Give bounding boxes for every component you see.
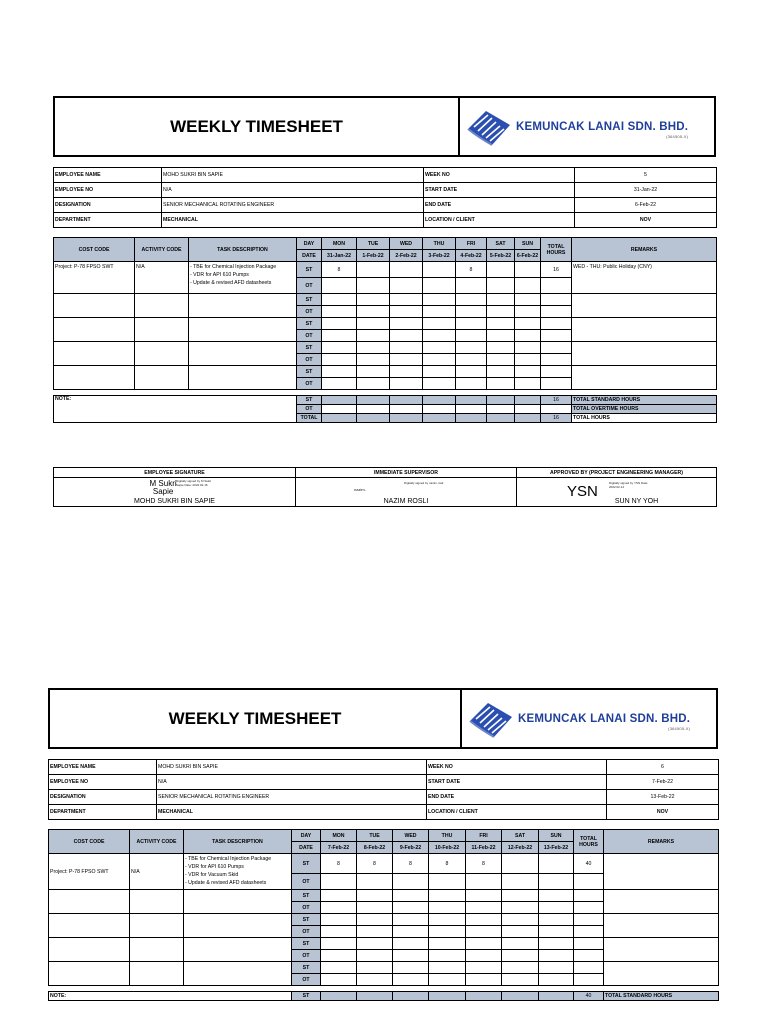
end-date-value: 6-Feb-22 (575, 198, 717, 213)
employee-signature-header: EMPLOYEE SIGNATURE (54, 468, 296, 478)
day-header: DAY (297, 238, 322, 250)
remarks-header: REMARKS (572, 238, 717, 262)
empty-cell (130, 890, 184, 914)
supervisor-signature-script: nazim. (354, 487, 366, 492)
total-ot-label: OT (297, 405, 322, 414)
empty-cell (604, 914, 719, 938)
supervisor-name: NAZIM ROSLI (383, 498, 429, 505)
day-tue: TUE (357, 830, 393, 842)
supervisor-digital-stamp: Digitally signed by nazim.rosli (404, 481, 444, 485)
st-sat (502, 854, 539, 874)
st-mon: 8 (321, 854, 357, 874)
task-line: - VDR for API 610 Pumps (190, 272, 249, 278)
total-st-value: 16 (541, 396, 572, 405)
cost-code-header: COST CODE (54, 238, 135, 262)
st-label: ST (292, 962, 321, 974)
date-sun: 13-Feb-22 (539, 842, 574, 854)
date-wed: 2-Feb-22 (390, 250, 423, 262)
department-label: DEPARTMENT (54, 213, 162, 228)
st-label: ST (297, 294, 322, 306)
empty-cell (130, 938, 184, 962)
cost-code-header: COST CODE (49, 830, 130, 854)
empty-cell (49, 890, 130, 914)
note-label: NOTE: (49, 992, 292, 1001)
st-sun (539, 854, 574, 874)
date-mon: 7-Feb-22 (321, 842, 357, 854)
employee-name-value: MOHD SUKRI BIN SAPIE (162, 168, 424, 183)
empty-cell (572, 342, 717, 366)
day-tue: TUE (357, 238, 390, 250)
start-date-label: START DATE (427, 775, 607, 790)
day-sun: SUN (539, 830, 574, 842)
week-no-value: 5 (575, 168, 717, 183)
employee-info-table (53, 167, 717, 228)
task-line: - Update & revised AFD datasheets (185, 880, 267, 886)
empty-cell (54, 366, 135, 390)
row-total: 40 (574, 854, 604, 874)
row-total: 16 (541, 262, 572, 278)
date-sat: 12-Feb-22 (502, 842, 539, 854)
company-logo (460, 690, 716, 747)
empty-cell (604, 890, 719, 914)
employee-no-label: EMPLOYEE NO (54, 183, 162, 198)
location-value: NOV (575, 213, 717, 228)
st-fri: 8 (456, 262, 487, 278)
approver-digital-stamp: Digitally signed by YSN Date: 2022.02.14 (609, 481, 649, 489)
employee-info-table (48, 759, 719, 820)
st-tue (357, 262, 390, 278)
designation-label: DESIGNATION (54, 198, 162, 213)
empty-cell (184, 890, 292, 914)
ot-cell (423, 278, 456, 294)
department-value: MECHANICAL (157, 805, 427, 820)
empty-cell (130, 914, 184, 938)
end-date-label: END DATE (427, 790, 607, 805)
company-logo (458, 98, 714, 155)
supervisor-signature (296, 478, 517, 507)
ot-cell (357, 278, 390, 294)
total-st-value: 40 (574, 992, 604, 1001)
task-line: - VDR for Vacuum Skid (185, 872, 239, 878)
approver-signature (517, 478, 717, 507)
st-label: ST (292, 914, 321, 926)
st-label: ST (297, 342, 322, 354)
designation-value: SENIOR MECHANICAL ROTATING ENGINEER (162, 198, 424, 213)
employee-no-value: N/A (157, 775, 427, 790)
st-label: ST (297, 318, 322, 330)
totals-table (48, 991, 719, 1001)
empty-cell (604, 938, 719, 962)
day-sun: SUN (515, 238, 541, 250)
day-fri: FRI (456, 238, 487, 250)
empty-cell (184, 914, 292, 938)
grand-total-label: TOTAL (297, 414, 322, 423)
empty-cell (130, 962, 184, 986)
empty-cell (49, 938, 130, 962)
ot-label: OT (292, 902, 321, 914)
week-no-label: WEEK NO (427, 760, 607, 775)
task-description-cell (189, 262, 297, 294)
employee-name-value: MOHD SUKRI BIN SAPIE (157, 760, 427, 775)
timesheet-week-5 (53, 96, 716, 507)
employee-name-label: EMPLOYEE NAME (49, 760, 157, 775)
total-standard-hours-label: TOTAL STANDARD HOURS (572, 396, 717, 405)
location-value: NOV (607, 805, 719, 820)
day-fri: FRI (466, 830, 502, 842)
ot-cell (515, 278, 541, 294)
date-fri: 11-Feb-22 (466, 842, 502, 854)
ot-cell (541, 278, 572, 294)
date-wed: 9-Feb-22 (393, 842, 429, 854)
start-date-value: 7-Feb-22 (607, 775, 719, 790)
company-name-text: KEMUNCAK LANAI SDN. BHD. (516, 120, 689, 133)
date-thu: 3-Feb-22 (423, 250, 456, 262)
empty-cell (572, 294, 717, 318)
task-line: - TBE for Chemical Injection Package (190, 264, 277, 270)
ot-label: OT (297, 354, 322, 366)
day-mon: MON (321, 830, 357, 842)
st-label: ST (292, 938, 321, 950)
remarks-cell (604, 854, 719, 890)
empty-cell (189, 294, 297, 318)
location-label: LOCATION / CLIENT (427, 805, 607, 820)
ot-cell (487, 278, 515, 294)
st-sun (515, 262, 541, 278)
date-fri: 4-Feb-22 (456, 250, 487, 262)
day-thu: THU (429, 830, 466, 842)
ot-label: OT (297, 278, 322, 294)
st-wed (390, 262, 423, 278)
empty-cell (189, 318, 297, 342)
ot-cell (322, 278, 357, 294)
day-header: DAY (292, 830, 321, 842)
approver-signature-header: APPROVED BY (PROJECT ENGINEERING MANAGER) (517, 468, 717, 478)
empty-cell (572, 318, 717, 342)
empty-cell (135, 342, 189, 366)
employee-digital-stamp: Digitally signed by M Sukri Sapie Date: 2022.02.16 (176, 479, 212, 487)
empty-cell (135, 318, 189, 342)
employee-signature (54, 478, 296, 507)
total-standard-hours-label: TOTAL STANDARD HOURS (604, 992, 719, 1001)
employee-name: MOHD SUKRI BIN SAPIE (134, 498, 215, 505)
date-mon: 31-Jan-22 (322, 250, 357, 262)
title-header (48, 688, 718, 749)
remarks-header: REMARKS (604, 830, 719, 854)
total-hours-label: TOTAL HOURS (572, 414, 717, 423)
approver-name: SUN NY YOH (614, 498, 659, 505)
activity-code-cell: N/A (130, 854, 184, 890)
employee-no-value: N/A (162, 183, 424, 198)
end-date-label: END DATE (424, 198, 575, 213)
week-no-value: 6 (607, 760, 719, 775)
date-tue: 8-Feb-22 (357, 842, 393, 854)
total-hours-header: TOTAL HOURS (541, 238, 572, 262)
empty-cell (49, 914, 130, 938)
ot-label: OT (297, 330, 322, 342)
day-wed: WED (393, 830, 429, 842)
hours-table (48, 829, 719, 986)
date-tue: 1-Feb-22 (357, 250, 390, 262)
company-name (518, 712, 691, 731)
empty-cell (572, 366, 717, 390)
activity-code-cell: N/A (135, 262, 189, 294)
date-header: DATE (292, 842, 321, 854)
title-header (53, 96, 716, 157)
page-title: WEEKLY TIMESHEET (170, 116, 343, 136)
ot-label: OT (292, 874, 321, 890)
st-wed: 8 (393, 854, 429, 874)
approver-initials: YSN (567, 483, 598, 500)
total-overtime-hours-label: TOTAL OVERTIME HOURS (572, 405, 717, 414)
hours-table (53, 237, 717, 390)
empty-cell (184, 938, 292, 962)
employee-signature-script: M Sukri Sapie (149, 479, 177, 496)
start-date-label: START DATE (424, 183, 575, 198)
st-sat (487, 262, 515, 278)
st-thu (423, 262, 456, 278)
empty-cell (189, 366, 297, 390)
task-description-header: TASK DESCRIPTION (189, 238, 297, 262)
empty-cell (189, 342, 297, 366)
total-st-label: ST (297, 396, 322, 405)
employee-name-label: EMPLOYEE NAME (54, 168, 162, 183)
start-date-value: 31-Jan-22 (575, 183, 717, 198)
task-line: - TBE for Chemical Injection Package (185, 856, 272, 862)
department-value: MECHANICAL (162, 213, 424, 228)
date-thu: 10-Feb-22 (429, 842, 466, 854)
day-wed: WED (390, 238, 423, 250)
location-label: LOCATION / CLIENT (424, 213, 575, 228)
totals-table (53, 395, 717, 423)
end-date-value: 13-Feb-22 (607, 790, 719, 805)
empty-cell (604, 962, 719, 986)
department-label: DEPARTMENT (49, 805, 157, 820)
st-thu: 8 (429, 854, 466, 874)
employee-no-label: EMPLOYEE NO (49, 775, 157, 790)
ot-label: OT (297, 378, 322, 390)
date-sun: 6-Feb-22 (515, 250, 541, 262)
empty-cell (184, 962, 292, 986)
ot-cell (456, 278, 487, 294)
task-description-cell (184, 854, 292, 890)
note-label: NOTE: (54, 396, 297, 423)
grand-total-value: 16 (541, 414, 572, 423)
task-line: - Update & revised AFD datasheets (190, 280, 272, 286)
ot-label: OT (292, 926, 321, 938)
total-st-label: ST (292, 992, 321, 1001)
day-sat: SAT (487, 238, 515, 250)
day-sat: SAT (502, 830, 539, 842)
date-sat: 5-Feb-22 (487, 250, 515, 262)
day-mon: MON (322, 238, 357, 250)
st-tue: 8 (357, 854, 393, 874)
st-mon: 8 (322, 262, 357, 278)
remarks-cell: WED - THU: Public Holiday (CNY) (572, 262, 717, 294)
empty-cell (54, 318, 135, 342)
cost-code-cell: Project: P-78 FPSO SWT (49, 854, 130, 890)
company-name-text: KEMUNCAK LANAI SDN. BHD. (518, 712, 691, 725)
designation-value: SENIOR MECHANICAL ROTATING ENGINEER (157, 790, 427, 805)
st-label: ST (297, 262, 322, 278)
company-reg-no: (364505-X) (668, 725, 691, 731)
st-label: ST (292, 890, 321, 902)
company-name (516, 120, 689, 139)
st-label: ST (297, 366, 322, 378)
activity-code-header: ACTIVITY CODE (135, 238, 189, 262)
empty-cell (135, 294, 189, 318)
empty-cell (54, 342, 135, 366)
task-description-header: TASK DESCRIPTION (184, 830, 292, 854)
supervisor-signature-header: IMMEDIATE SUPERVISOR (296, 468, 517, 478)
company-logo-icon (466, 107, 512, 147)
task-line: - VDR for API 610 Pumps (185, 864, 244, 870)
st-label: ST (292, 854, 321, 874)
page-title: WEEKLY TIMESHEET (168, 708, 342, 728)
signature-table (53, 467, 717, 507)
empty-cell (54, 294, 135, 318)
ot-label: OT (297, 306, 322, 318)
activity-code-header: ACTIVITY CODE (130, 830, 184, 854)
company-logo-icon (468, 699, 514, 739)
st-fri: 8 (466, 854, 502, 874)
ot-label: OT (292, 950, 321, 962)
date-header: DATE (297, 250, 322, 262)
total-hours-header: TOTAL HOURS (574, 830, 604, 854)
company-reg-no: (364505-X) (666, 133, 689, 139)
day-thu: THU (423, 238, 456, 250)
ot-label: OT (292, 974, 321, 986)
week-no-label: WEEK NO (424, 168, 575, 183)
cost-code-cell: Project: P-78 FPSO SWT (54, 262, 135, 294)
designation-label: DESIGNATION (49, 790, 157, 805)
ot-cell (390, 278, 423, 294)
total-ot-value (541, 405, 572, 414)
timesheet-week-6 (48, 688, 718, 1001)
empty-cell (49, 962, 130, 986)
empty-cell (135, 366, 189, 390)
